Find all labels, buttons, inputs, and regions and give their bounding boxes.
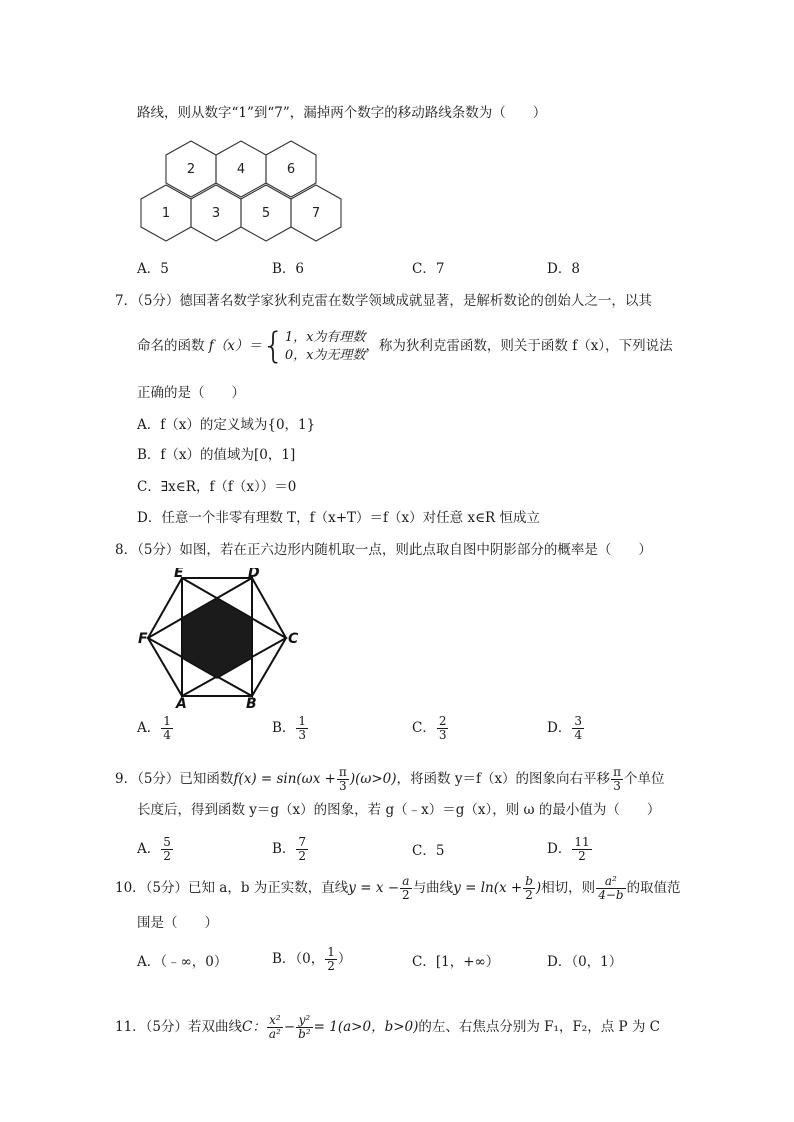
q8-option-b: B． $\frac{1}{3}$ <box>272 714 307 742</box>
hex-cell-6: 6 <box>286 162 296 177</box>
q10-option-a: A．（﹣∞，0） <box>137 954 228 970</box>
q10-option-d: D．（0，1） <box>547 954 623 970</box>
q10-option-c: C．[1，+∞） <box>412 954 500 970</box>
vertex-label-f: F <box>138 631 148 647</box>
hex-cell-7: 7 <box>311 206 321 221</box>
hex-cell-3: 3 <box>211 206 221 221</box>
q8-shaded-region <box>182 598 252 678</box>
q9-option-d: D． $\frac{11}{2}$ <box>547 835 590 863</box>
q7-option-a: A．f（x）的定义域为{0，1} <box>137 417 316 433</box>
vertex-label-e: E <box>174 568 184 581</box>
q8-hexagon-figure <box>138 568 298 708</box>
q8-option-c: C． $\frac{2}{3}$ <box>412 714 447 742</box>
q10-line2: 围是（ ） <box>137 915 218 931</box>
q8-option-d: D． $\frac{3}{4}$ <box>547 714 582 742</box>
q8-option-a: A． $\frac{1}{4}$ <box>137 714 171 742</box>
q7-option-b: B．f（x）的值域为[0，1] <box>137 447 296 463</box>
q7-line3: 正确的是（ ） <box>137 385 245 401</box>
hex-cell-5: 5 <box>261 206 271 221</box>
hex-cell-1: 1 <box>161 206 171 221</box>
vertex-label-a: A <box>176 696 187 708</box>
q6-stem-tail: 路线，则从数字“1”到“7”，漏掉两个数字的移动路线条数为（ ） <box>137 105 547 121</box>
q9-line2: 长度后，得到函数 y＝g（x）的图象，若 g（﹣x）＝g（x），则 ω 的最小值为（ ） <box>137 802 661 818</box>
hex-cell-4: 4 <box>236 162 246 177</box>
q6-option-d: D．8 <box>547 261 580 277</box>
q9-option-b: B． $\frac{7}{2}$ <box>272 835 307 863</box>
q6-honeycomb-figure <box>137 140 357 250</box>
q10-option-b: B．（0， $\frac{1}{2}$ ） <box>272 945 352 973</box>
vertex-label-b: B <box>246 696 257 708</box>
vertex-label-c: C <box>288 631 298 647</box>
hex-cell-2: 2 <box>186 162 196 177</box>
vertex-label-d: D <box>248 568 260 581</box>
q9-option-a: A． $\frac{5}{2}$ <box>137 835 171 863</box>
q7-line2: 命名的函数 f（x）＝{ 1，x为有理数 0，x为无理数 ，称为狄利克雷函数，则关于函数 f（x），下列说法 <box>137 325 673 367</box>
q6-option-a: A．5 <box>137 261 169 277</box>
q9-option-c: C．5 <box>412 843 445 859</box>
q10-line1: 10．（5分）已知 a，b 为正实数，直线y = x − $\frac{a}{2}$ 与曲线y = ln(x + $\frac{b}{2}$ )相切，则 $\frac{\text{a²}}{4-b}$ 的取值范 <box>115 874 681 902</box>
q6-option-b: B．6 <box>272 261 305 277</box>
q9-line1: 9．（5分）已知函数f(x) = sin(ωx + $\frac{\pi}{3}$ )(ω>0)，将函数 y＝f（x）的图象向右平移 $\frac{\pi}{3}$ 个单位 <box>115 765 665 793</box>
q6-option-c: C．7 <box>412 261 445 277</box>
q7-option-d: D．任意一个非零有理数 T，f（x+T）＝f（x）对任意 x∈R 恒成立 <box>137 510 541 526</box>
q7-line1: 7．（5分）德国著名数学家狄利克雷在数学领域成就显著，是解析数论的创始人之一，以其 <box>115 293 652 309</box>
q11-line1: 11．（5分）若双曲线C： $\frac{\text{x²}}{\text{a²}}$ − $\frac{\text{y²}}{\text{b²}}$ = 1(a>0，b>0)的左、右焦点分别为 F₁，F₂，点 P 为 C <box>115 1013 661 1041</box>
q7-option-c: C．∃x∈R，f（f（x））＝0 <box>137 479 297 495</box>
q8-line1: 8．（5分）如图，若在正六边形内随机取一点，则此点取自图中阴影部分的概率是（ ） <box>115 542 652 558</box>
